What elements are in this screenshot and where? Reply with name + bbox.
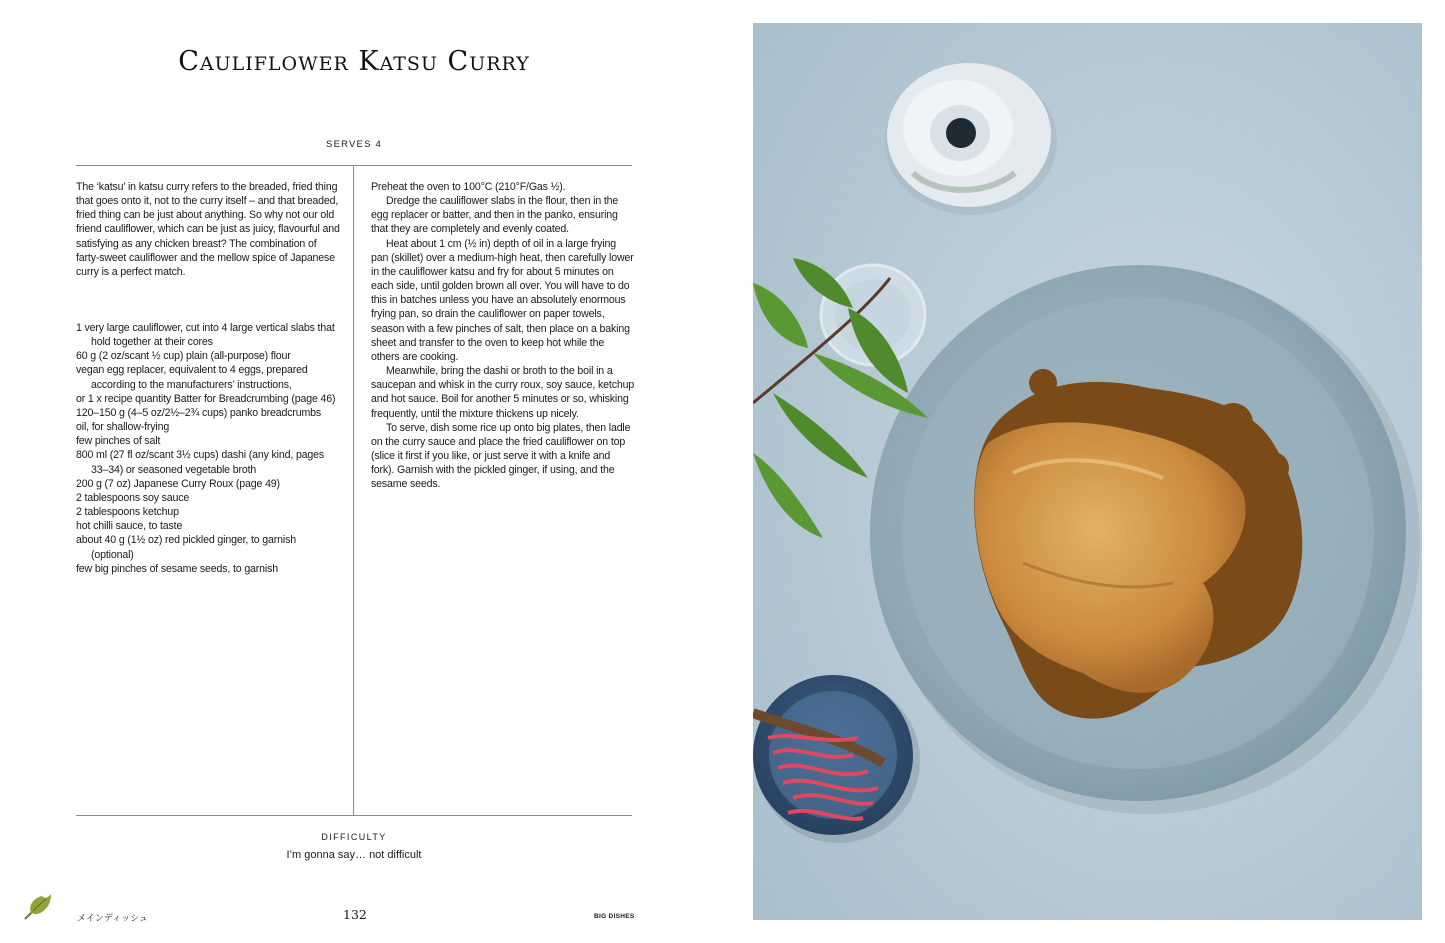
bottom-divider — [76, 815, 632, 816]
ingredient-item: few big pinches of sesame seeds, to garnish — [76, 562, 279, 575]
sauce-drop — [1213, 403, 1253, 443]
ingredient-item: oil, for shallow-frying — [76, 421, 170, 434]
method-steps — [371, 180, 635, 491]
ingredient-item: 800 ml (27 fl oz/scant 3½ cups) dashi (any kind, pages 33–34) or seasoned vegetable broth — [76, 449, 325, 476]
ingredient-item: 60 g (2 oz/scant ½ cup) plain (all-purpose) flour — [76, 350, 291, 363]
method-step: Meanwhile, bring the dashi or broth to the boil in a saucepan and whisk in the curry roux, soy sauce, ketchup and hot sauce. Boil for another 5 minutes or so, whisking frequently, until the mixture thickens up nicely. — [371, 365, 635, 420]
method-step: To serve, dish some rice up onto big plates, then ladle on the curry sauce and place the fried cauliflower on top (slice it first if you like, or just serve it with a knife and fork). Garnish with the pickled ginger, if using, and the sesame seeds. — [371, 421, 631, 491]
ingredient-item: vegan egg replacer, equivalent to 4 eggs, prepared according to the manufacturers’ instructions, — [76, 364, 308, 391]
ingredient-item: 200 g (7 oz) Japanese Curry Roux (page 49) — [76, 477, 280, 490]
ingredient-item: 2 tablespoons ketchup — [76, 506, 179, 519]
method-step: Heat about 1 cm (½ in) depth of oil in a large frying pan (skillet) over a medium-high heat, then carefully lower in the cauliflower katsu and fry for about 5 minutes on each side, until golden brown all over. You will have to do this in batches unless you have an absolutely enormous frying pan, so drain the cauliflower on paper towels, season with a few pinches of salt, then place on a baking sheet and transfer to the oven to keep hot while the others are cooking. — [371, 237, 634, 363]
recipe-title: Cauliflower Katsu Curry — [178, 46, 530, 78]
ingredient-item: or 1 x recipe quantity Batter for Breadcrumbing (page 46) — [76, 392, 336, 405]
ingredient-item: hot chilli sauce, to taste — [76, 520, 183, 533]
difficulty-value: I’m gonna say… not difficult — [286, 849, 422, 861]
food-photo-illustration — [753, 23, 1422, 920]
top-divider — [76, 165, 632, 166]
intro-paragraph: The ‘katsu’ in katsu curry refers to the breaded, fried thing that goes onto it, not to the curry itself – and that breaded, fried thing can be just about anything. So why not our old friend cauliflower, which can be just as juicy, flavourful and satisfying as any chicken breast? The combination of farty-sweet cauliflower and the mellow spice of Japanese curry is a perfect match. — [76, 181, 340, 278]
ingredient-item: 120–150 g (4–5 oz/2½–2¾ cups) panko breadcrumbs — [76, 406, 322, 419]
method-step: Dredge the cauliflower slabs in the flour, then in the egg replacer or batter, and then in the panko, ensuring that they are completely and evenly coated. — [371, 195, 619, 236]
sauce-drop — [1257, 452, 1289, 484]
leaf-icon — [22, 890, 54, 922]
ingredient-item: 2 tablespoons soy sauce — [76, 491, 190, 504]
footer-section-japanese: メインディッシュ — [77, 913, 148, 923]
footer-section-english: BIG DISHES — [594, 913, 635, 920]
page-number: 132 — [343, 907, 367, 922]
ingredient-item: few pinches of salt — [76, 435, 161, 448]
serves-label: SERVES 4 — [326, 139, 382, 150]
sauce-drop — [1029, 369, 1057, 397]
ingredients-list — [76, 321, 341, 576]
difficulty-label: DIFFICULTY — [321, 832, 387, 842]
ingredient-item: 1 very large cauliflower, cut into 4 large vertical slabs that hold together at their cores — [76, 322, 335, 349]
food-photo — [753, 23, 1422, 920]
intro-text — [76, 180, 341, 279]
method-step: Preheat the oven to 100°C (210°F/Gas ½). — [371, 181, 566, 193]
column-divider — [353, 166, 354, 815]
ingredient-item: about 40 g (1½ oz) red pickled ginger, to garnish (optional) — [76, 534, 296, 561]
